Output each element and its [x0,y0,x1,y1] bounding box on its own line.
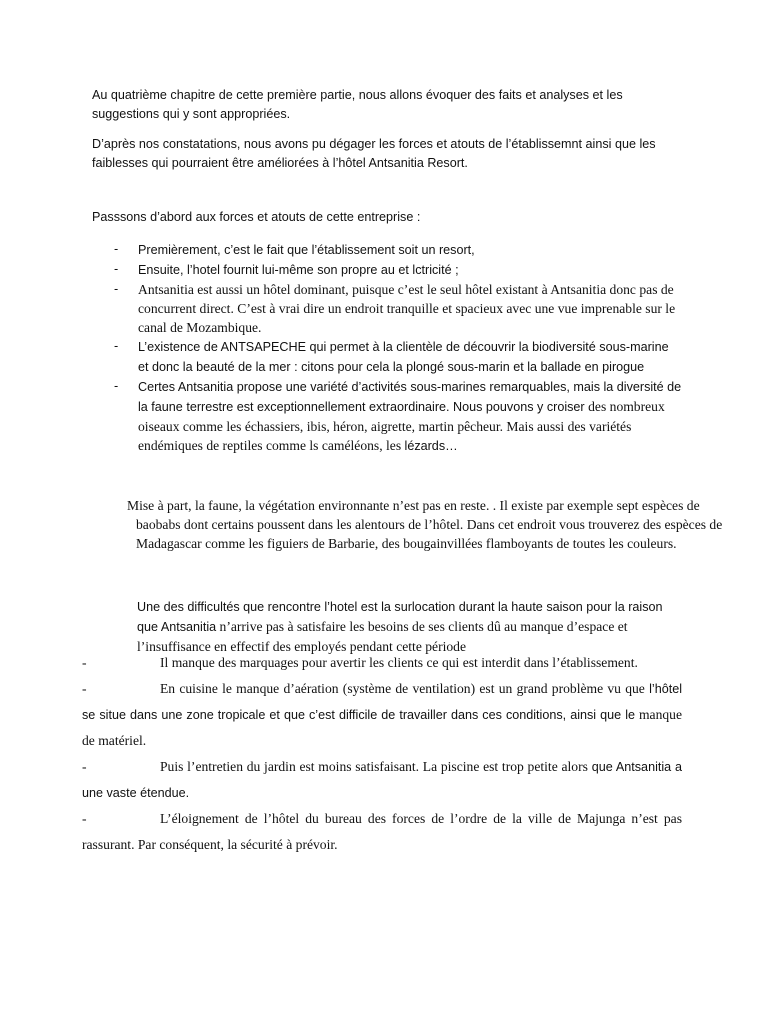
vegetation-paragraph: Mise à part, la faune, la végétation environnante n’est pas en reste. . Il existe par exemple sept espèces de baobabs dont certains poussent dans les alentours de l’hôtel. Dans cet endroit vous trouverez des espèces de Madagascar comme les figuiers de Barbarie, des bougainvillées flamboyants de toutes les couleurs. [127,498,723,551]
list-item-text: L’existence de ANTSAPECHE qui permet à la clientèle de découvrir la biodiversité sous-marine et donc la beauté de la mer : citons pour cela la plongé sous-marin et la ballade en pirogue [138,340,669,374]
intro-paragraph-1: Au quatrième chapitre de cette première partie, nous allons évoquer des faits et analyses et les suggestions qui y sont appropriées. [92,88,623,121]
list-item [112,280,682,337]
difficulties-intro-part: n’arrive pas à satisfaire les besoins de ses clients dû au manque d’espace et l’insuffisance en effectif des employés pendant cette période [137,619,628,654]
difficulties-list [82,650,682,858]
forces-list [112,240,682,456]
list-item-text: Ensuite, l’hotel fournit lui-même son propre au et lctricité ; [138,263,459,277]
list-item-text-part: lézards… [404,439,458,453]
difficulties-intro [137,598,682,657]
list-item-text-part: Certes Antsanitia propose une variété d’activités sous-marines remarquables, mais la diversité de la faune terrestre est exceptionnellement extraordinaire. Nous pouvons y croiser [138,380,682,414]
difficulty-text-part: En cuisine le manque d’aération (système de ventilation) est un grand problème vu que [160,681,650,696]
list-item [112,240,682,260]
list-item [112,337,682,377]
difficulties-intro-part: Une des difficultés que rencontre l’hotel est la surlocation durant la haute saison pour la raison que Antsanitia [137,600,663,634]
difficulty-text: L’éloignement de l’hôtel du bureau des forces de l’ordre de la ville de Majunga n’est pas rassurant. Par conséquent, la sécurité à prévoir. [82,811,682,852]
list-item [112,260,682,280]
difficulty-item [82,650,682,676]
bullet-dash: - [114,379,119,393]
difficulty-text-part: que Antsanitia a une vaste étendue. [82,760,682,800]
difficulty-text-part: Puis l’entretien du jardin est moins satisfaisant. La piscine est trop petite alors [160,759,588,774]
difficulty-text-part: l’hôtel se situe dans une zone tropicale et que c’est difficile de travailler dans ces conditions, ainsi que le [82,682,682,722]
bullet-dash: - [82,759,87,774]
list-item-text: Antsanitia est aussi un hôtel dominant, puisque c’est le seul hôtel existant à Antsanitia donc pas de concurrent direct. C’est à vrai dire un endroit tranquille et spacieux avec une vue imprenable sur le canal de Mozambique. [138,282,676,335]
bullet-dash: - [114,242,119,256]
difficulty-item [82,806,682,858]
difficulty-item [82,754,682,806]
bullet-dash: - [82,655,87,670]
bullet-dash: - [82,811,87,826]
difficulty-item [82,676,682,754]
forces-heading: Passsons d’abord aux forces et atouts de cette entreprise : [92,210,421,224]
difficulty-text-part: manque de matériel. [82,707,682,748]
difficulty-text: Il manque des marquages pour avertir les clients ce qui est interdit dans l’établissement. [160,655,638,670]
list-item-text-part: des nombreux oiseaux comme les échassiers, ibis, héron, aigrette, martin pêcheur. Mais aussi des variétés endémiques de reptiles comme ls caméléons, les [138,399,665,453]
bullet-dash: - [114,282,119,296]
list-item [112,377,682,456]
bullet-dash: - [114,339,119,353]
intro-paragraph-2: D’après nos constatations, nous avons pu dégager les forces et atouts de l’établissemnt ainsi que les faiblesses qui pourraient être améliorées à l’hôtel Antsanitia Resort. [92,137,656,170]
bullet-dash: - [114,262,119,276]
list-item-text: Premièrement, c’est le fait que l’établissement soit un resort, [138,243,475,257]
bullet-dash: - [82,681,87,696]
